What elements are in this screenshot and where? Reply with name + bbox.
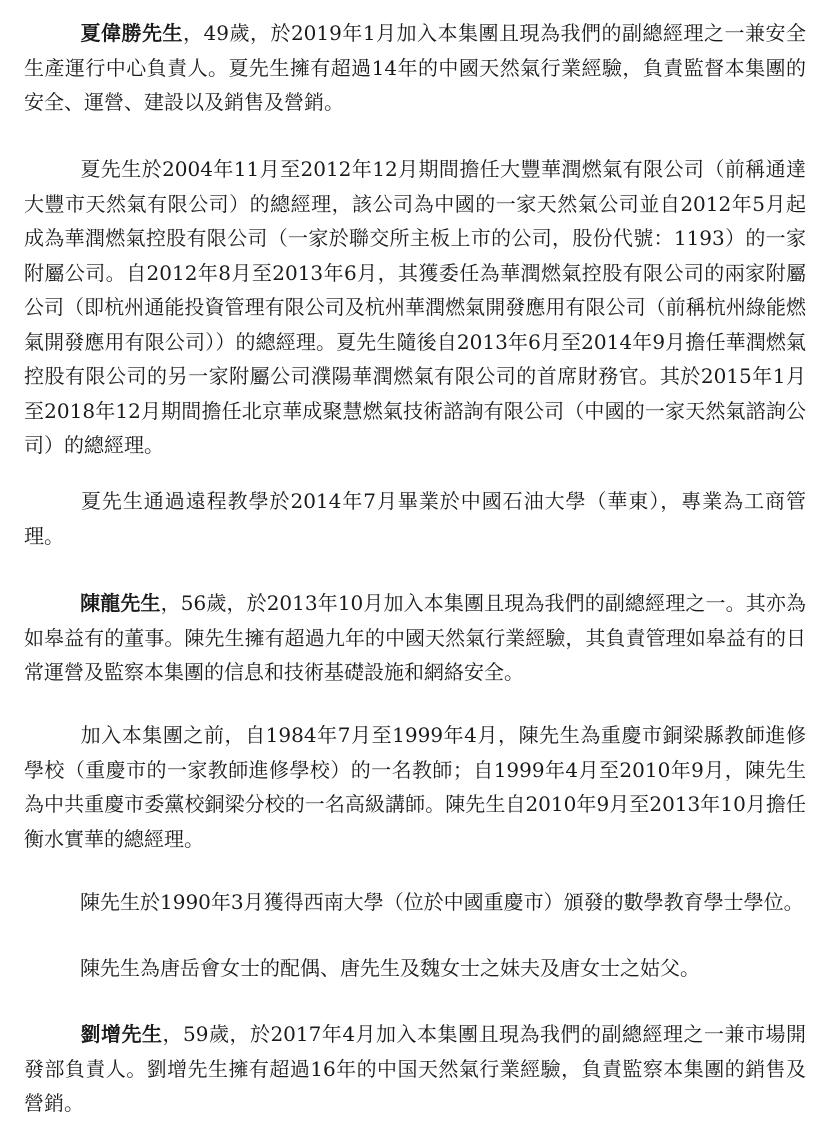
- bio-paragraph-chen: [24, 586, 806, 690]
- person-name-xia: 夏偉勝先生: [80, 21, 183, 45]
- career-paragraph-chen: [24, 718, 806, 856]
- education-paragraph-xia: [24, 484, 806, 553]
- family-text-chen: 陳先生為唐岳會女士的配偶、唐先生及魏女士之妹夫及唐女士之姑父。: [80, 956, 700, 980]
- family-paragraph-chen: [24, 951, 806, 986]
- bio-paragraph-liu: [24, 1017, 806, 1121]
- bio-paragraph-xia: [24, 16, 806, 120]
- person-name-liu: 劉增先生: [80, 1022, 163, 1046]
- education-paragraph-chen: [24, 885, 806, 920]
- education-text-chen: 陳先生於1990年3月獲得西南大學（位於中國重慶市）頒發的數學教育學士學位。: [80, 890, 804, 914]
- bio-text-chen: ，56歲，於2013年10月加入本集團且現為我們的副總經理之一。其亦為如皋益有的董事。陳先生擁有超過九年的中國天然氣行業經驗，其負責管理如皋益有的日常運營及監察本集團的信息和技術基礎設施和網絡安全。: [24, 591, 807, 684]
- education-text-xia: 夏先生通過遠程教學於2014年7月畢業於中國石油大學（華東），專業為工商管理。: [24, 489, 806, 548]
- bio-text-xia: ，49歲，於2019年1月加入本集團且現為我們的副總經理之一兼安全生產運行中心負責人。夏先生擁有超過14年的中國天然氣行業經驗，負責監督本集團的安全、運營、建設以及銷售及營銷。: [24, 21, 807, 114]
- career-text-chen: 加入本集團之前，自1984年7月至1999年4月，陳先生為重慶市銅梁縣教師進修學校（重慶市的一家教師進修學校）的一名教師；自1999年4月至2010年9月，陳先生為中共重慶市委黨校銅梁分校的一名高級講師。陳先生自2010年9月至2013年10月擔任衡水實華的總經理。: [24, 723, 806, 851]
- bio-text-liu: ，59歲，於2017年4月加入本集團且現為我們的副總經理之一兼市場開發部負責人。劉增先生擁有超過16年的中国天然氣行業經驗，負責監察本集團的銷售及營銷。: [24, 1022, 807, 1115]
- career-paragraph-xia: [24, 152, 806, 463]
- career-text-xia: 夏先生於2004年11月至2012年12月期間擔任大豐華潤燃氣有限公司（前稱通達大豐市天然氣有限公司）的總經理，該公司為中國的一家天然氣公司並自2012年5月起成為華潤燃氣控股有限公司（一家於聯交所主板上市的公司，股份代號：1193）的一家附屬公司。自2012年8月至2013年6月，其獲委任為華潤燃氣控股有限公司的兩家附屬公司（即杭州通能投資管理有限公司及杭州華潤燃氣開發應用有限公司（前稱杭州綠能燃氣開發應用有限公司））的總經理。夏先生隨後自2013年6月至2014年9月擔任華潤燃氣控股有限公司的另一家附屬公司濮陽華潤燃氣有限公司的首席財務官。其於2015年1月至2018年12月期間擔任北京華成聚慧燃氣技術諮詢有限公司（中國的一家天然氣諮詢公司）的總經理。: [24, 157, 806, 457]
- person-name-chen: 陳龍先生: [80, 591, 161, 615]
